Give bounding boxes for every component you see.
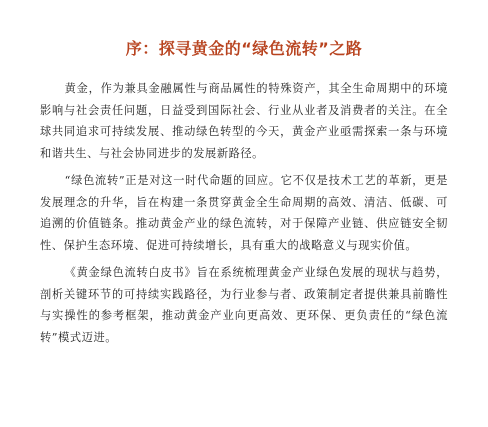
paragraph-intro: 黄金，作为兼具金融属性与商品属性的特殊资产，其全生命周期中的环境影响与社会责任问题，日益受到国际社会、行业从业者及消费者的关注。在全球共同追求可持续发展、推动绿色转型的今天，黄金产业亟需探索一条与环境和谐共生、与社会协同进步的发展新路径。 <box>40 82 448 160</box>
paragraph-green-circulation: “绿色流转”正是对这一时代命题的回应。它不仅是技术工艺的革新，更是发展理念的升华，旨在构建一条贯穿黄金全生命周期的高效、清洁、低碳、可追溯的价值链条。推动黄金产业的绿色流转，对于保障产业链、供应链安全韧性、保护生态环境、促进可持续增长，具有重大的战略意义与现实价值。 <box>40 174 448 252</box>
paragraph-whitepaper-purpose: 《黄金绿色流转白皮书》旨在系统梳理黄金产业绿色发展的现状与趋势，剖析关键环节的可持续实践路径，为行业参与者、政策制定者提供兼具前瞻性与实操性的参考框架，推动黄金产业向更高效、更环保、更负责任的“绿色流转”模式迈进。 <box>40 266 448 344</box>
page-title: 序：探寻黄金的“绿色流转”之路 <box>125 39 363 58</box>
